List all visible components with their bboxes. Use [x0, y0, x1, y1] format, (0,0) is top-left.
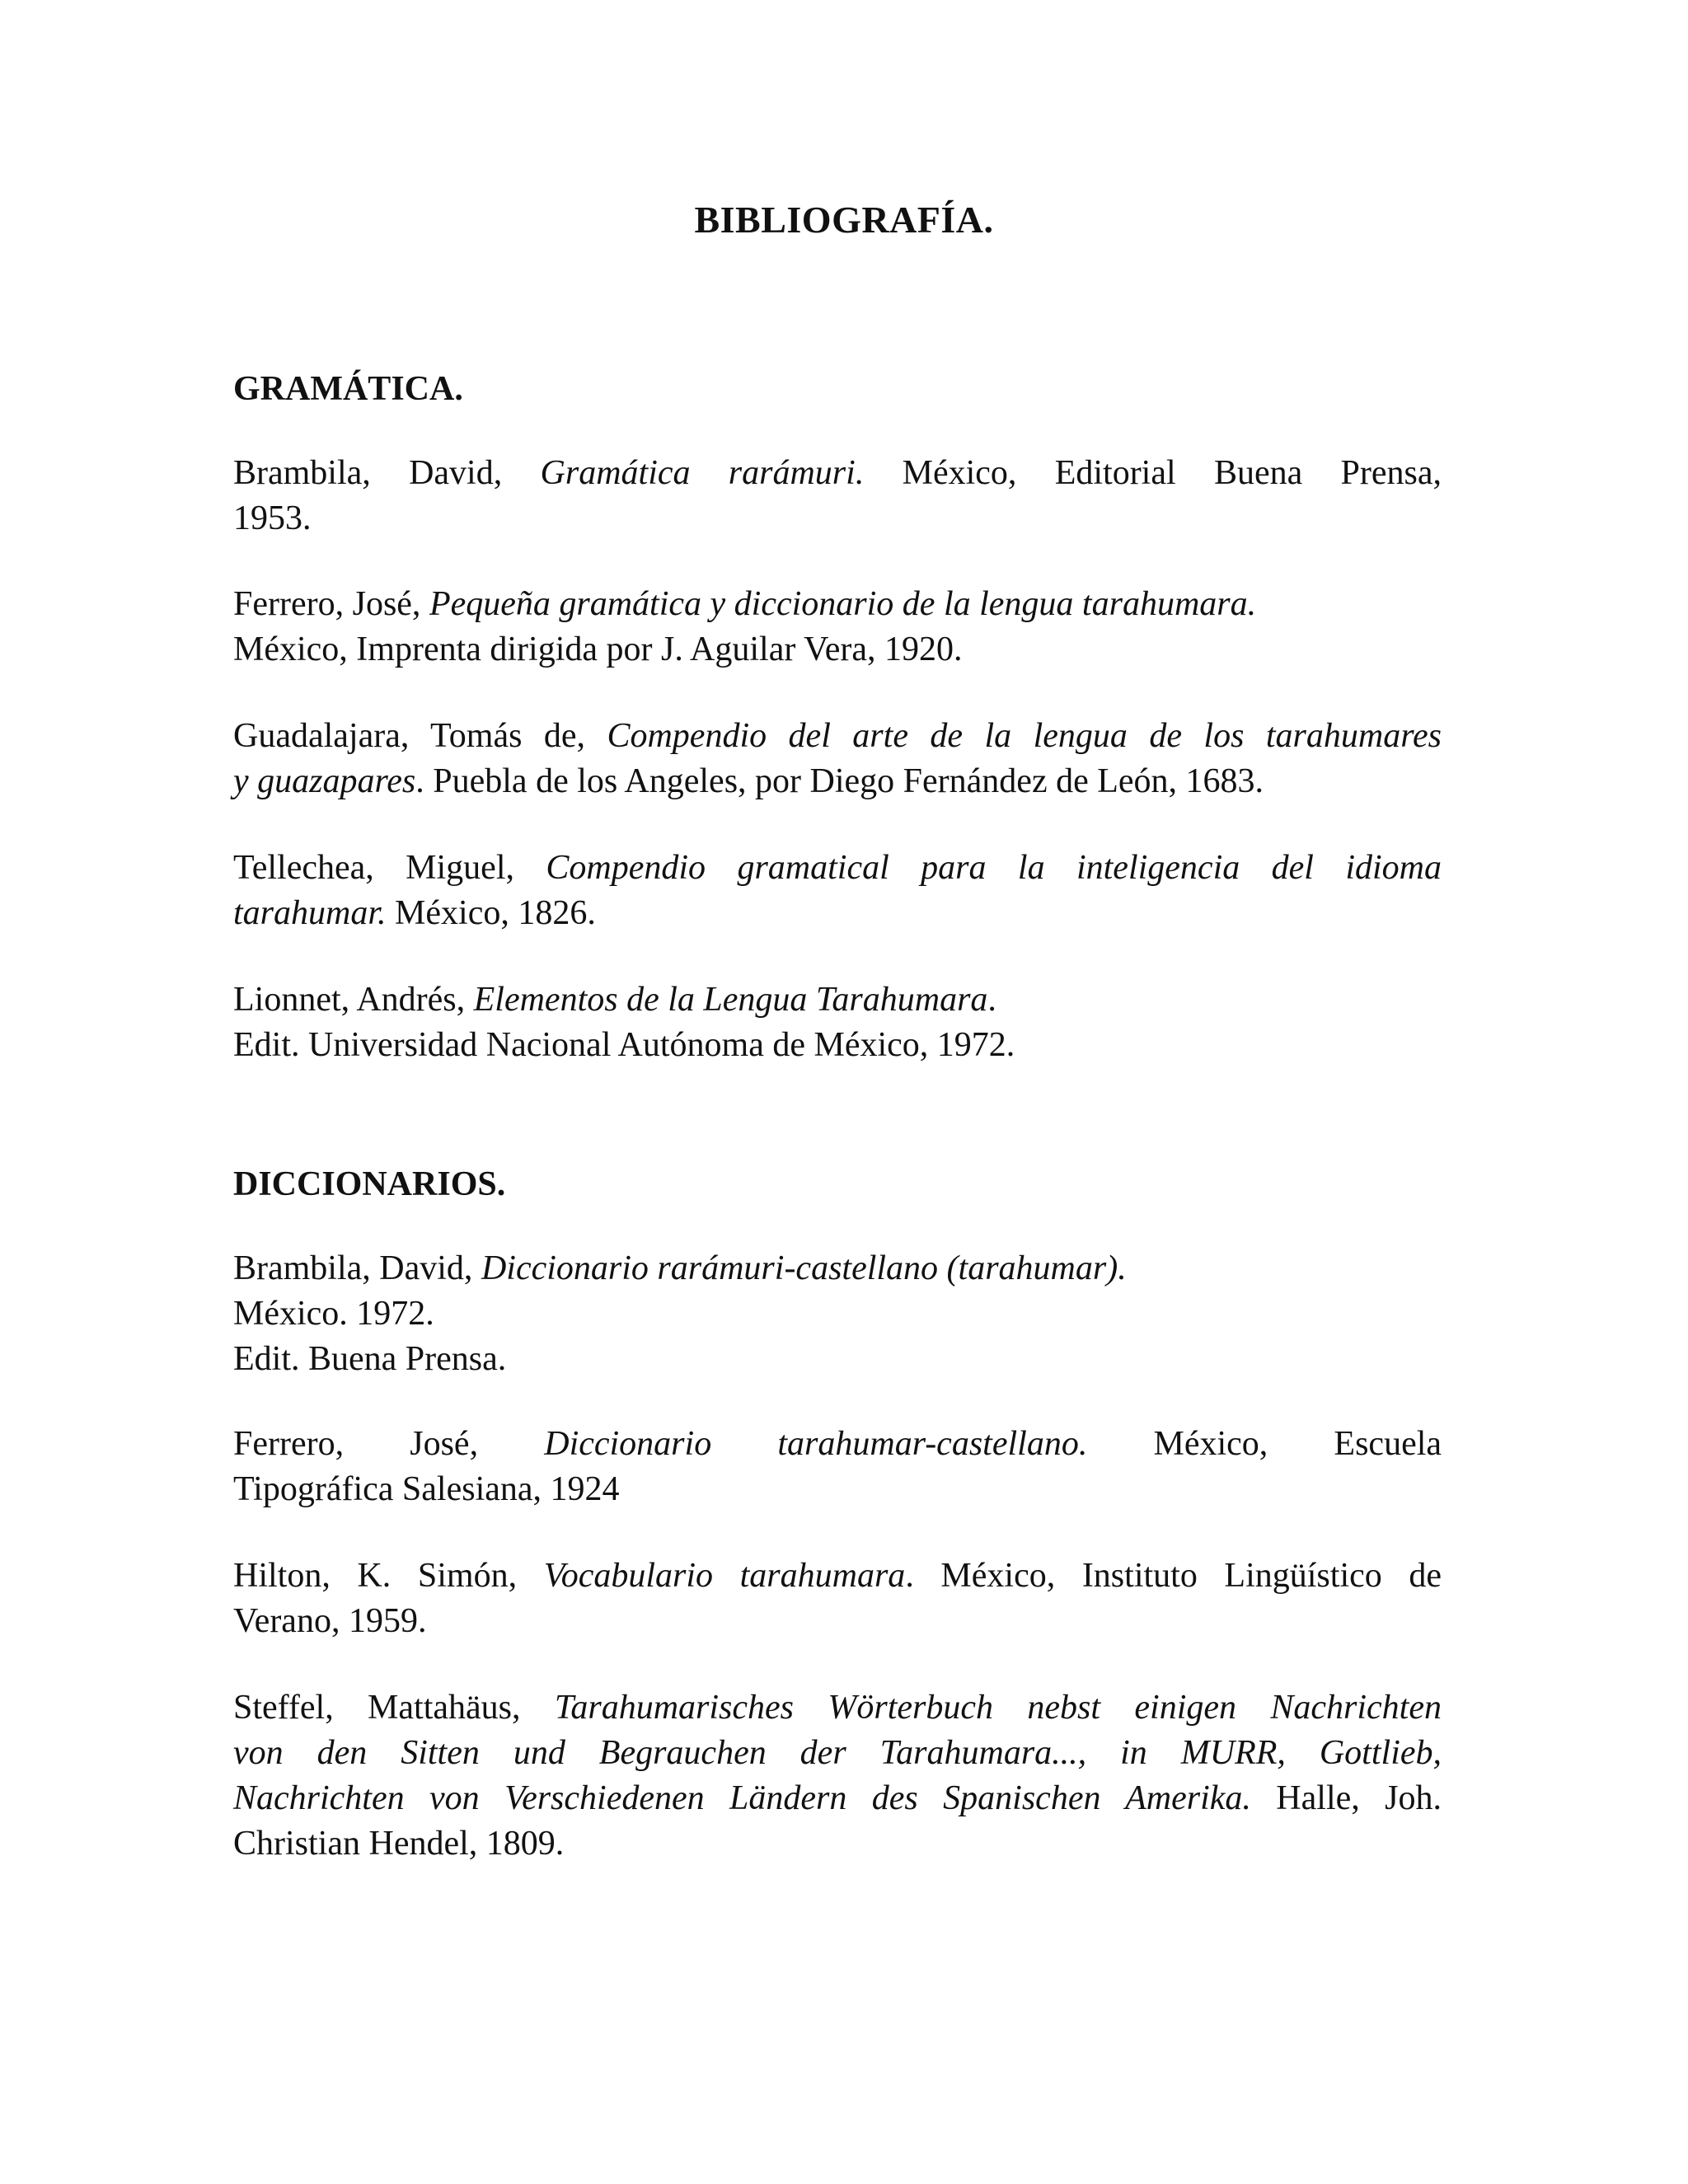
bib-entry: [233, 977, 1442, 1068]
bib-publisher: Edit. Buena Prensa.: [233, 1340, 507, 1378]
bib-publisher: . México, Instituto Lingüístico de: [905, 1557, 1442, 1595]
bib-line: [233, 714, 1442, 759]
bib-line: [233, 1554, 1442, 1599]
bib-line: [233, 451, 1442, 496]
bib-title: von den Sitten und Begrauchen der Tarahumara..., in MURR, Gottlieb,: [233, 1734, 1442, 1772]
bib-title: Compendio del arte de la lengua de los tarahumares: [607, 717, 1442, 755]
bib-title: Diccionario tarahumar-castellano.: [544, 1425, 1088, 1463]
bib-title: tarahumar.: [233, 894, 387, 932]
bib-author: Steffel, Mattahäus,: [233, 1689, 555, 1727]
bib-line: [233, 846, 1442, 891]
bib-publisher: Tipográfica Salesiana, 1924: [233, 1470, 620, 1508]
section-diccionarios: [233, 1162, 1442, 1867]
bib-line: [233, 1731, 1442, 1776]
bib-entry: [233, 714, 1442, 804]
bib-author: Hilton, K. Simón,: [233, 1557, 544, 1595]
bib-author: Ferrero, José,: [233, 1425, 545, 1463]
bib-title: y guazapares: [233, 762, 416, 800]
bib-title: Elementos de la Lengua Tarahumara: [473, 981, 988, 1019]
bib-punct: .: [987, 981, 996, 1019]
page-title: BIBLIOGRAFÍA.: [694, 199, 994, 241]
bib-line: [233, 582, 1442, 627]
bib-publisher: Edit. Universidad Nacional Autónoma de México, 1972.: [233, 1026, 1015, 1064]
bib-publisher: Christian Hendel, 1809.: [233, 1825, 565, 1863]
bib-publisher: México, Imprenta dirigida por J. Aguilar Vera, 1920.: [233, 630, 963, 668]
section-gramatica: [233, 367, 1442, 1068]
bib-line: [233, 759, 1442, 804]
bib-title: Vocabulario tarahumara: [543, 1557, 906, 1595]
bib-publisher: México, Escuela: [1153, 1425, 1442, 1463]
bib-publisher: Halle, Joh.: [1250, 1779, 1442, 1817]
bib-line: [233, 1685, 1442, 1731]
bib-line: [233, 1422, 1442, 1467]
bib-title: Diccionario rarámuri-castellano (tarahumar).: [481, 1249, 1127, 1287]
bib-title: Pequeña gramática y diccionario de la lengua tarahumara.: [429, 585, 1257, 623]
bib-publisher: México. 1972.: [233, 1295, 434, 1333]
bib-publisher: México, Editorial Buena Prensa,: [902, 454, 1442, 492]
bib-author: Brambila, David,: [233, 1249, 481, 1287]
bib-entry: [233, 582, 1442, 673]
bib-entry: [233, 1554, 1442, 1644]
bib-entry: [233, 1246, 1442, 1382]
bib-line: [233, 1776, 1442, 1821]
bib-title: Tarahumarisches Wörterbuch nebst einigen Nachrichten: [554, 1689, 1442, 1727]
bib-line: [233, 891, 1442, 936]
bib-publisher: Verano, 1959.: [233, 1602, 427, 1640]
bib-publisher: México, 1826.: [386, 894, 596, 932]
bib-line: [233, 1246, 1442, 1291]
bib-entry: [233, 451, 1442, 541]
bib-author: Ferrero, José,: [233, 585, 429, 623]
bib-year: 1953.: [233, 499, 312, 537]
bib-entry: [233, 1685, 1442, 1867]
bib-author: Guadalajara, Tomás de,: [233, 717, 607, 755]
bib-author: Tellechea, Miguel,: [233, 849, 546, 887]
bib-author: Lionnet, Andrés,: [233, 981, 474, 1019]
bib-line: [233, 977, 1442, 1023]
bib-author: Brambila, David,: [233, 454, 541, 492]
bib-title: Nachrichten von Verschiedenen Ländern des Spanischen Amerika.: [233, 1779, 1251, 1817]
section-heading-gramatica: GRAMÁTICA.: [233, 370, 463, 408]
bib-title: Gramática rarámuri.: [540, 454, 865, 492]
bib-publisher: . Puebla de los Angeles, por Diego Fernández de León, 1683.: [415, 762, 1264, 800]
section-heading-diccionarios: DICCIONARIOS.: [233, 1165, 506, 1203]
bib-entry: [233, 846, 1442, 936]
bib-title: Compendio gramatical para la inteligencia del idioma: [546, 849, 1442, 887]
bib-entry: [233, 1422, 1442, 1512]
